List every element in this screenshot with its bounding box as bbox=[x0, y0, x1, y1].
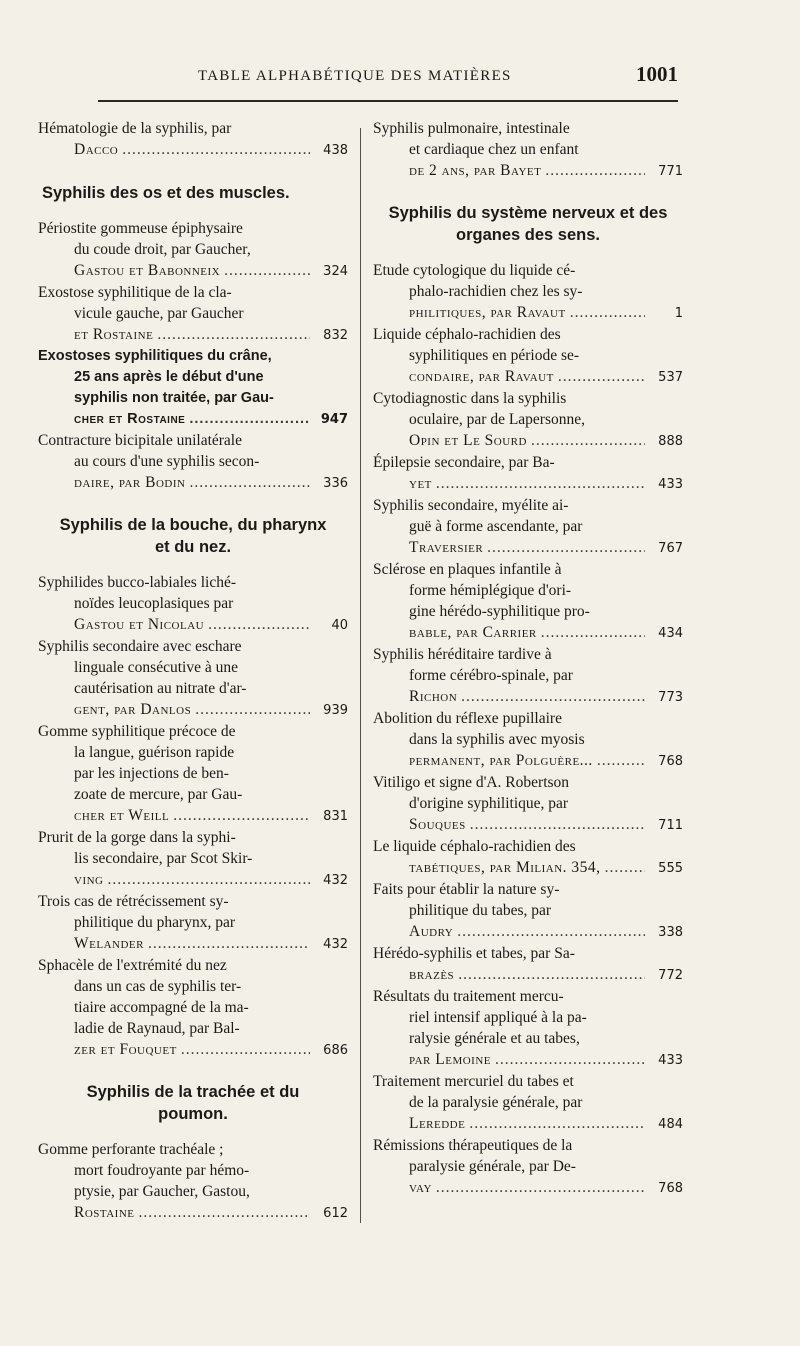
entry-text-line: Syphilides bucco-labiales liché- bbox=[38, 574, 236, 591]
index-entry bbox=[373, 388, 683, 452]
entry-text-line: Syphilis secondaire, myélite ai- bbox=[373, 497, 569, 514]
entry-last-line bbox=[373, 473, 683, 495]
leader-dots bbox=[461, 686, 645, 707]
section-heading-line: organes des sens. bbox=[456, 226, 600, 244]
entry-text-line: Exostose syphilitique de la cla- bbox=[38, 284, 232, 301]
entry-text-line: dans un cas de syphilis ter- bbox=[74, 978, 242, 995]
entry-text-line: Périostite gommeuse épiphysaire bbox=[38, 220, 243, 237]
entry-text-line: Liquide céphalo-rachidien des bbox=[373, 326, 561, 343]
entry-page-number: 768 bbox=[658, 754, 683, 769]
entry-text-line: Prurit de la gorge dans la syphi- bbox=[38, 829, 236, 846]
entry-text-line: Abolition du réflexe pupillaire bbox=[373, 710, 562, 727]
entry-text-line: Hérédo-syphilis et tabes, par Sa- bbox=[373, 945, 575, 962]
leader-dots bbox=[173, 805, 310, 826]
entry-last-line bbox=[38, 139, 348, 161]
entry-text-line: Le liquide céphalo-rachidien des bbox=[373, 838, 576, 855]
entry-page-number: 1 bbox=[674, 306, 683, 321]
leader-dots bbox=[545, 160, 645, 181]
entry-author: condaire, par Ravaut bbox=[409, 368, 554, 385]
entry-text-line: lis secondaire, par Scot Skir- bbox=[74, 850, 253, 867]
entry-text-line: philitique du tabes, par bbox=[409, 902, 552, 919]
entry-text-line: guë à forme ascendante, par bbox=[409, 518, 583, 535]
entry-text-line: Épilepsie secondaire, par Ba- bbox=[373, 454, 555, 471]
index-entry bbox=[38, 218, 348, 282]
entry-author: ving bbox=[74, 871, 104, 888]
entry-page-number: 947 bbox=[320, 412, 348, 427]
index-entry bbox=[373, 708, 683, 772]
entry-page-number: 612 bbox=[323, 1206, 348, 1221]
entry-author: permanent, par Polguère... bbox=[409, 752, 593, 769]
index-entry bbox=[373, 943, 683, 986]
entry-text-line: ladie de Raynaud, par Bal- bbox=[74, 1020, 240, 1037]
entry-last-line bbox=[373, 750, 683, 772]
running-header bbox=[98, 62, 678, 92]
entry-text-line: linguale consécutive à une bbox=[74, 659, 238, 676]
entry-text-line: la langue, guérison rapide bbox=[74, 744, 235, 761]
leader-dots bbox=[436, 473, 645, 494]
entry-page-number: 434 bbox=[658, 626, 683, 641]
page-number: 1001 bbox=[636, 62, 678, 86]
leader-dots bbox=[189, 472, 310, 493]
entry-last-line bbox=[373, 686, 683, 708]
entry-author: Gastou et Nicolau bbox=[74, 616, 205, 633]
entry-last-line bbox=[373, 1177, 683, 1199]
entry-page-number: 555 bbox=[658, 861, 683, 876]
section-heading bbox=[38, 514, 348, 558]
entry-page-number: 686 bbox=[323, 1043, 348, 1058]
index-entry bbox=[38, 282, 348, 346]
leader-dots bbox=[469, 1113, 645, 1134]
entry-last-line bbox=[38, 1202, 348, 1224]
index-entry bbox=[373, 879, 683, 943]
index-entry bbox=[38, 827, 348, 891]
entry-last-line bbox=[373, 160, 683, 182]
entry-author: cher et Rostaine bbox=[74, 411, 186, 427]
entry-text-line: Gomme syphilitique précoce de bbox=[38, 723, 236, 740]
entry-author: Rostaine bbox=[74, 1204, 135, 1221]
index-entry bbox=[373, 1135, 683, 1199]
entry-page-number: 40 bbox=[331, 618, 348, 633]
leader-dots bbox=[195, 699, 310, 720]
entry-page-number: 324 bbox=[323, 264, 348, 279]
entry-author: Audry bbox=[409, 923, 454, 940]
entry-text-line: Syphilis pulmonaire, intestinale bbox=[373, 120, 570, 137]
index-entry bbox=[373, 260, 683, 324]
entry-text-line: philitique du pharynx, par bbox=[74, 914, 235, 931]
index-entry bbox=[38, 346, 348, 430]
index-entry bbox=[38, 430, 348, 494]
entry-text-line: dans la syphilis avec myosis bbox=[409, 731, 585, 748]
entry-text-line: gine hérédo-syphilitique pro- bbox=[409, 603, 590, 620]
entry-text-line: mort foudroyante par hémo- bbox=[74, 1162, 250, 1179]
entry-text-line: d'origine syphilitique, par bbox=[409, 795, 569, 812]
entry-text-line: 25 ans après le début d'une bbox=[74, 369, 264, 385]
entry-page-number: 888 bbox=[658, 434, 683, 449]
entry-page-number: 831 bbox=[323, 809, 348, 824]
leader-dots bbox=[208, 614, 310, 635]
section-heading-line: Syphilis de la bouche, du pharynx bbox=[59, 516, 327, 534]
entry-author: de 2 ans, par Bayet bbox=[409, 162, 542, 179]
entry-text-line: Trois cas de rétrécissement sy- bbox=[38, 893, 229, 910]
entry-page-number: 433 bbox=[658, 477, 683, 492]
leader-dots bbox=[605, 857, 645, 878]
index-entry bbox=[38, 118, 348, 161]
entry-author: Souques bbox=[409, 816, 466, 833]
leader-dots bbox=[531, 430, 645, 451]
leader-dots bbox=[597, 750, 645, 771]
entry-text-line: forme hémiplégique d'ori- bbox=[409, 582, 572, 599]
leader-dots bbox=[157, 324, 310, 345]
entry-last-line bbox=[38, 409, 348, 430]
section-heading-line: Syphilis de la trachée et du bbox=[86, 1083, 300, 1101]
entry-text-line: ptysie, par Gaucher, Gastou, bbox=[74, 1183, 250, 1200]
entry-text-line: Contracture bicipitale unilatérale bbox=[38, 432, 242, 449]
leader-dots bbox=[457, 921, 645, 942]
entry-text-line: noïdes leucoplasiques par bbox=[74, 595, 234, 612]
entry-text-line: Hématologie de la syphilis, par bbox=[38, 120, 232, 137]
leader-dots bbox=[470, 814, 645, 835]
entry-text-line: Gomme perforante trachéale ; bbox=[38, 1141, 224, 1158]
entry-last-line bbox=[373, 537, 683, 559]
entry-last-line bbox=[38, 614, 348, 636]
column-divider bbox=[360, 128, 361, 1223]
entry-last-line bbox=[373, 430, 683, 452]
entry-last-line bbox=[38, 260, 348, 282]
leader-dots bbox=[495, 1049, 645, 1070]
section-heading-line: et du nez. bbox=[154, 538, 232, 556]
entry-page-number: 432 bbox=[323, 937, 348, 952]
running-title: TABLE ALPHABÉTIQUE DES MATIÈRES bbox=[198, 68, 512, 84]
leader-dots bbox=[189, 409, 310, 430]
entry-text-line: zoate de mercure, par Gau- bbox=[74, 786, 243, 803]
index-entry bbox=[373, 324, 683, 388]
entry-last-line bbox=[373, 622, 683, 644]
entry-author: Dacco bbox=[74, 141, 119, 158]
entry-page-number: 438 bbox=[323, 143, 348, 158]
entry-author: par Lemoine bbox=[409, 1051, 492, 1068]
header-rule bbox=[98, 100, 678, 102]
entry-text-line: oculaire, par de Lapersonne, bbox=[409, 411, 586, 428]
index-entry bbox=[373, 644, 683, 708]
entry-text-line: par les injections de ben- bbox=[74, 765, 229, 782]
leader-dots bbox=[541, 622, 645, 643]
entry-text-line: et cardiaque chez un enfant bbox=[409, 141, 579, 158]
entry-page-number: 772 bbox=[658, 968, 683, 983]
entry-author: vay bbox=[409, 1179, 432, 1196]
section-heading: Syphilis des os et des muscles. bbox=[42, 184, 290, 202]
index-entry bbox=[373, 495, 683, 559]
index-entry bbox=[38, 572, 348, 636]
entry-page-number: 768 bbox=[658, 1181, 683, 1196]
entry-page-number: 939 bbox=[323, 703, 348, 718]
entry-page-number: 484 bbox=[658, 1117, 683, 1132]
entry-author: brazès bbox=[409, 966, 455, 983]
entry-text-line: de la paralysie générale, par bbox=[409, 1094, 583, 1111]
section-heading bbox=[38, 1081, 348, 1125]
entry-author: Richon bbox=[409, 688, 458, 705]
entry-text-line: ralysie générale et au tabes, bbox=[409, 1030, 580, 1047]
leader-dots bbox=[224, 260, 310, 281]
index-entry bbox=[373, 986, 683, 1071]
entry-last-line bbox=[373, 1113, 683, 1135]
index-entry bbox=[38, 955, 348, 1061]
entry-text-line: syphilis non traitée, par Gau- bbox=[74, 390, 274, 406]
entry-text-line: vicule gauche, par Gaucher bbox=[74, 305, 244, 322]
leader-dots bbox=[558, 366, 645, 387]
entry-last-line bbox=[373, 366, 683, 388]
entry-text-line: Exostoses syphilitiques du crâne, bbox=[38, 348, 272, 364]
entry-page-number: 432 bbox=[323, 873, 348, 888]
entry-page-number: 336 bbox=[323, 476, 348, 491]
leader-dots bbox=[139, 1202, 310, 1223]
entry-author: tabétiques, par Milian. 354, bbox=[409, 859, 601, 876]
leader-dots bbox=[181, 1039, 310, 1060]
entry-text-line: riel intensif appliqué à la pa- bbox=[409, 1009, 587, 1026]
entry-page-number: 537 bbox=[658, 370, 683, 385]
entry-last-line bbox=[373, 1049, 683, 1071]
entry-text-line: Syphilis secondaire avec eschare bbox=[38, 638, 242, 655]
leader-dots bbox=[487, 537, 645, 558]
leader-dots bbox=[436, 1177, 645, 1198]
entry-last-line bbox=[38, 869, 348, 891]
entry-last-line bbox=[38, 472, 348, 494]
entry-last-line bbox=[38, 699, 348, 721]
entry-last-line bbox=[38, 805, 348, 827]
entry-text-line: Sphacèle de l'extrémité du nez bbox=[38, 957, 227, 974]
index-entry bbox=[38, 636, 348, 721]
entry-text-line: Traitement mercuriel du tabes et bbox=[373, 1073, 574, 1090]
entry-last-line bbox=[373, 964, 683, 986]
entry-text-line: Faits pour établir la nature sy- bbox=[373, 881, 560, 898]
entry-author: Leredde bbox=[409, 1115, 466, 1132]
entry-text-line: Syphilis héréditaire tardive à bbox=[373, 646, 552, 663]
entry-page-number: 773 bbox=[658, 690, 683, 705]
entry-text-line: phalo-rachidien chez les sy- bbox=[409, 283, 583, 300]
index-entry bbox=[373, 559, 683, 644]
section-heading bbox=[373, 202, 683, 246]
entry-text-line: Rémissions thérapeutiques de la bbox=[373, 1137, 573, 1154]
entry-author: Gastou et Babonneix bbox=[74, 262, 221, 279]
leader-dots bbox=[570, 302, 645, 323]
entry-page-number: 433 bbox=[658, 1053, 683, 1068]
entry-text-line: Cytodiagnostic dans la syphilis bbox=[373, 390, 567, 407]
entry-last-line bbox=[373, 814, 683, 836]
leader-dots bbox=[108, 869, 311, 890]
entry-author: Welander bbox=[74, 935, 144, 952]
left-column bbox=[38, 118, 348, 1224]
entry-last-line bbox=[38, 324, 348, 346]
entry-text-line: cautérisation au nitrate d'ar- bbox=[74, 680, 247, 697]
entry-author: bable, par Carrier bbox=[409, 624, 537, 641]
entry-last-line bbox=[373, 302, 683, 324]
entry-page-number: 771 bbox=[658, 164, 683, 179]
entry-text-line: au cours d'une syphilis secon- bbox=[74, 453, 260, 470]
index-entry bbox=[38, 721, 348, 827]
entry-page-number: 338 bbox=[658, 925, 683, 940]
entry-page-number: 832 bbox=[323, 328, 348, 343]
entry-text-line: Vitiligo et signe d'A. Robertson bbox=[373, 774, 570, 791]
index-entry bbox=[373, 836, 683, 879]
leader-dots bbox=[122, 139, 310, 160]
index-entry bbox=[38, 891, 348, 955]
entry-text-line: Sclérose en plaques infantile à bbox=[373, 561, 562, 578]
leader-dots bbox=[458, 964, 645, 985]
entry-last-line bbox=[373, 921, 683, 943]
right-column bbox=[373, 118, 683, 1199]
leader-dots bbox=[148, 933, 310, 954]
entry-author: cher et Weill bbox=[74, 807, 170, 824]
entry-author: yet bbox=[409, 475, 432, 492]
section-heading-line: Syphilis du système nerveux et des bbox=[388, 204, 668, 222]
entry-page-number: 767 bbox=[658, 541, 683, 556]
entry-last-line bbox=[373, 857, 683, 879]
entry-text-line: du coude droit, par Gaucher, bbox=[74, 241, 251, 258]
index-entry bbox=[373, 772, 683, 836]
entry-text-line: forme cérébro-spinale, par bbox=[409, 667, 573, 684]
entry-last-line bbox=[38, 933, 348, 955]
entry-text-line: tiaire accompagné de la ma- bbox=[74, 999, 249, 1016]
entry-page-number: 711 bbox=[658, 818, 683, 833]
entry-author: daire, par Bodin bbox=[74, 474, 186, 491]
section-heading-line: poumon. bbox=[158, 1105, 228, 1123]
index-entry bbox=[38, 1139, 348, 1224]
index-entry bbox=[373, 1071, 683, 1135]
entry-text-line: syphilitiques en période se- bbox=[409, 347, 580, 364]
entry-author: et Rostaine bbox=[74, 326, 154, 343]
entry-last-line bbox=[38, 1039, 348, 1061]
entry-text-line: Etude cytologique du liquide cé- bbox=[373, 262, 576, 279]
entry-text-line: Résultats du traitement mercu- bbox=[373, 988, 564, 1005]
index-entry bbox=[373, 118, 683, 182]
entry-author: philitiques, par Ravaut bbox=[409, 304, 566, 321]
index-entry bbox=[373, 452, 683, 495]
entry-text-line: paralysie générale, par De- bbox=[409, 1158, 576, 1175]
entry-author: zer et Fouquet bbox=[74, 1041, 177, 1058]
entry-author: Traversier bbox=[409, 539, 484, 556]
entry-author: Opin et Le Sourd bbox=[409, 432, 527, 449]
entry-author: gent, par Danlos bbox=[74, 701, 192, 718]
